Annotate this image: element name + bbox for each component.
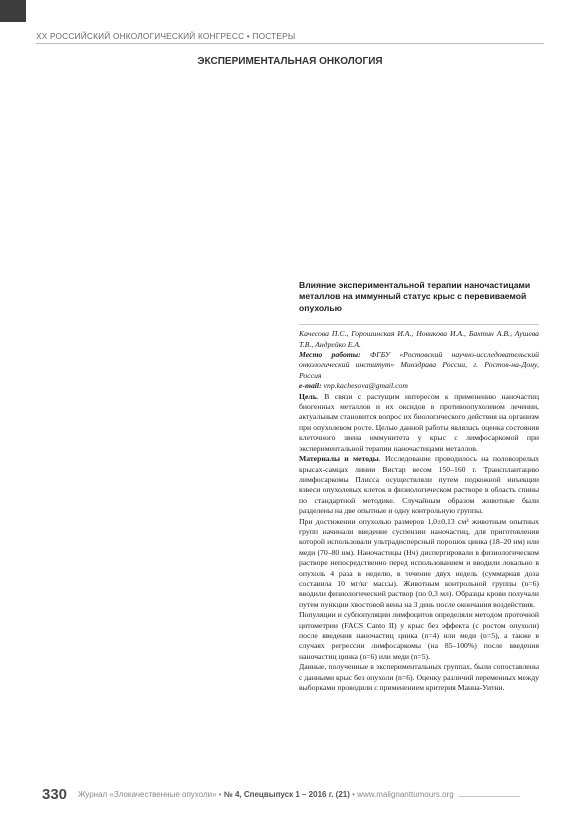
footer-journal: Журнал «Злокачественные опухоли» • (78, 790, 222, 799)
methods-paragraph (299, 454, 539, 516)
footer-citation (78, 790, 458, 799)
authors: Качесова П.С., Горошинская И.А., Новикова И.А., Бахтин А.В., Аушева Т.В., Андрейко Е.А. (299, 329, 539, 349)
article-title: Влияние экспериментальной терапии наночастицами металлов на иммунный статус крыс с перевиваемой опухолью (299, 280, 531, 313)
section-title: ЭКСПЕРИМЕНТАЛЬНАЯ ОНКОЛОГИЯ (197, 56, 383, 67)
page-number: 330 (42, 786, 70, 803)
workplace (299, 350, 539, 381)
article-body (299, 392, 539, 694)
methods-text: . Исследование проводилось на половозрелых крысах-самцах линии Вистар весом 150–160 г. Трансплантацию лимфосаркомы Плисса осуществляли путем подкожной инъекции взвеси опухолевых клеток в физиологическом растворе в область спины по стандартной методике. Случайным образом животные были разделены на две опытные и одну контрольную группы. (299, 454, 539, 516)
workplace-label: Место работы: (299, 350, 361, 360)
page-footer (0, 786, 580, 808)
aim-text: . В связи с растущим интересом к применению наночастиц биогенных металлов и их оксидов в противоопухолевом лечении, актуальным становится вопрос их биологического действия на организм при опухолевом росте. Целью данной работы являлась оценка состояния клеточного звена иммунитета у крыс с лимфосаркомой при экспериментальной терапии наночастицами металлов. (299, 391, 539, 453)
aim-label: Цель (299, 391, 317, 401)
article (299, 280, 539, 693)
aim-paragraph (299, 392, 539, 454)
paragraph-statistics: Данные, полученные в экспериментальных группах, были сопоставлены с данными крыс без опухоли (n=6). Оценку различий переменных между выборками проводили с применением критерия Манна-Уитни. (299, 662, 539, 693)
paragraph-cytometry: Популяции и субпопуляции лимфоцитов определяли методом проточной цитометрии (FACS Canto II) у крыс без эффекта (с ростом опухоли) после введения наночастиц цинка (n=4) или меди (n=5), а также в случаях регрессии лимфосаркомы (на 85–100%) после введения наночастиц цинка (n=6) или меди (n=5). (299, 610, 539, 661)
title-divider (299, 324, 539, 325)
email-link[interactable]: vnp.kachesova@gmail.com (323, 381, 408, 391)
email (299, 381, 539, 391)
header-divider (36, 43, 544, 44)
methods-label: Материалы и методы (299, 454, 379, 464)
email-label: e-mail: (299, 381, 322, 391)
footer-site[interactable]: • www.malignanttumours.org (352, 790, 454, 799)
footer-issue: № 4, Спецвыпуск 1 – 2016 г. (21) (223, 790, 350, 799)
corner-marker (0, 0, 26, 22)
workplace-value: ФГБУ «Ростовский научно-исследовательский онкологический институт» Минздрава России, г. Ростов-на-Дону, Россия (299, 350, 540, 380)
running-header: XX РОССИЙСКИЙ ОНКОЛОГИЧЕСКИЙ КОНГРЕСС • ПОСТЕРЫ (36, 31, 296, 41)
paragraph-treatment: При достижении опухолью размеров 1,0±0,13 см³ животным опытных групп начинали введение суспензии наночастиц, для приготовления которой использовали ультрадисперсный порошок цинка (18–20 нм) или меди (70–80 нм). Наночастицы (Нч) диспергировали в физиологическом растворе непосредственно перед использованием и вводили локально в опухоль 4 раза в неделю, в течение двух недель (суммарная доза составила 10 мг/кг массы). Животным контрольной группы (n=6) вводили физиологический раствор (по 0,3 мл). Образцы крови получали путем пункции хвостовой вены на 3 день после окончания воздействия. (299, 516, 539, 609)
